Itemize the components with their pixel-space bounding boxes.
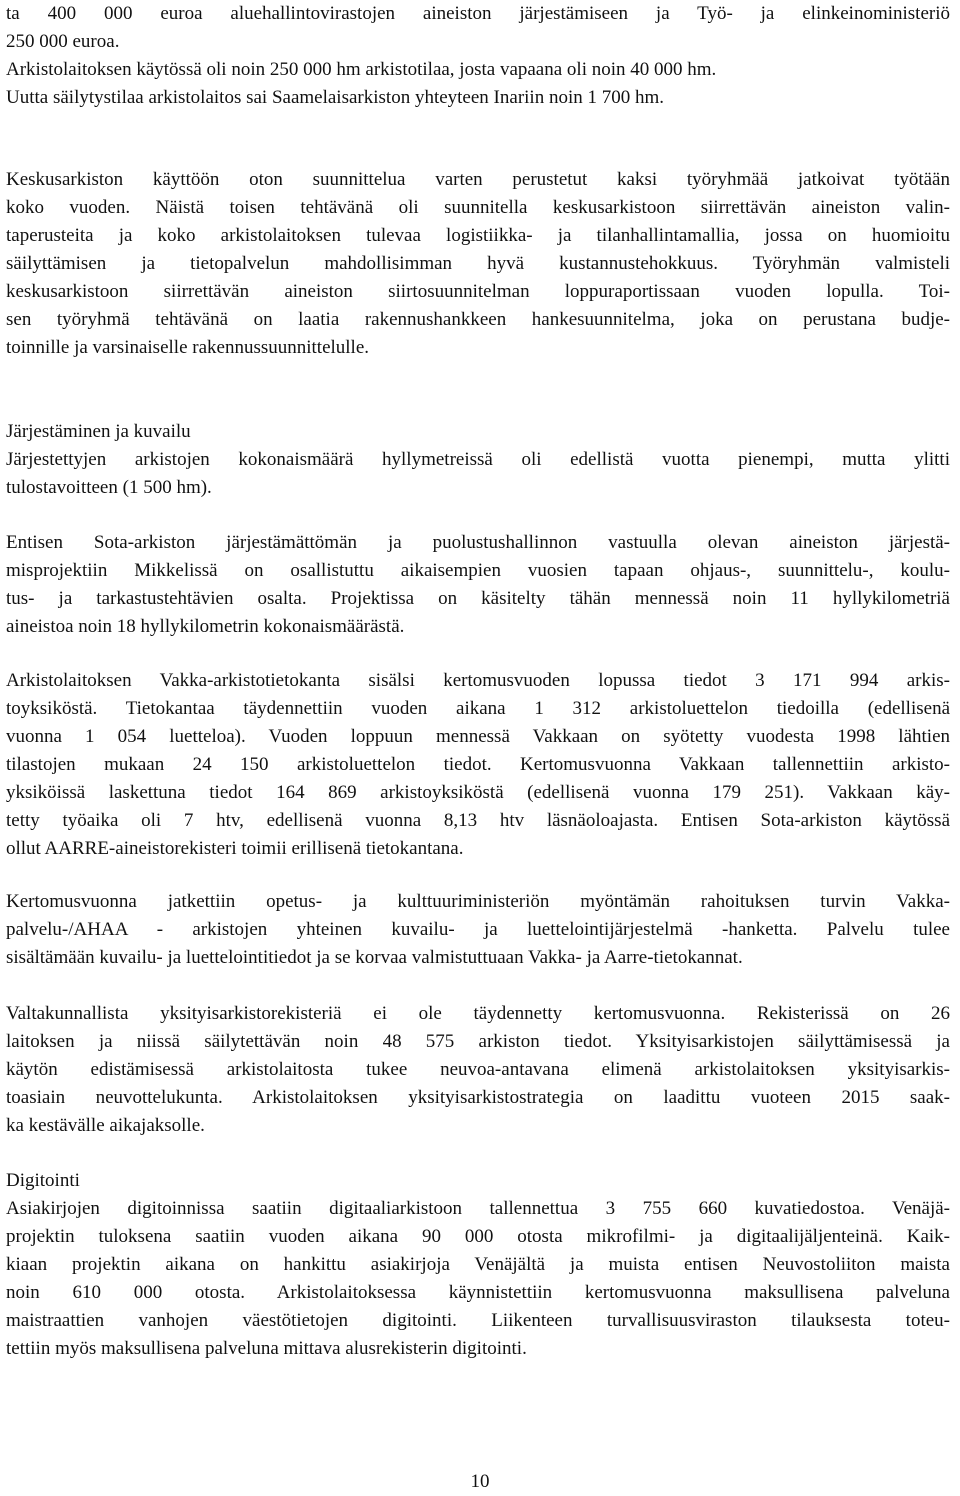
paragraph-central-archive (6, 166, 950, 362)
text-line: kiaan projektin aikana on hankittu asiakirjoja Venäjältä ja muista entisen Neuvostoliiton maista (6, 1254, 950, 1275)
text-line: koko vuoden. Näistä toisen tehtävänä oli suunnitella keskusarkistoon siirrettävän aineiston valin- (6, 197, 950, 218)
text-line: sisältämään kuvailu- ja luettelointitiedot ja se korvaa valmistuttuaan Vakka- ja Aarre-tietokannat. (6, 947, 743, 968)
text-line: Keskusarkiston käyttöön oton suunnittelua varten perustetut kaksi työryhmää jatkoivat työtään (6, 169, 950, 190)
text-line: tettiin myös maksullisena palveluna mittava alusrekisterin digitointi. (6, 1338, 527, 1359)
paragraph-funding (6, 0, 950, 56)
text-line: toyksiköstä. Tietokantaa täydennettiin vuoden aikana 1 312 arkistoluettelon tiedoilla (edellisenä (6, 698, 950, 719)
text-line: tilastojen mukaan 24 150 arkistoluettelon tiedot. Kertomusvuonna Vakkaan tallennettiin arkisto- (6, 754, 950, 775)
text-line: misprojektiin Mikkelissä on osallistuttu aikaisempien vuosien tapaan ohjaus-, suunnittelu-, koulu- (6, 560, 950, 581)
text-line: Arkistolaitoksen Vakka-arkistotietokanta sisälsi kertomusvuoden lopussa tiedot 3 171 994 arkis- (6, 670, 950, 691)
text-line: tulostavoitteen (1 500 hm). (6, 477, 212, 498)
paragraph-arranged-archives (6, 446, 950, 502)
text-line: projektin tuloksena saatiin vuoden aikana 90 000 otosta mikrofilmi- ja digitaalijäljenteinä. Kaik- (6, 1226, 950, 1247)
section-heading-digitization: Digitointi (6, 1170, 80, 1191)
paragraph-private-archives (6, 1000, 950, 1140)
text-line: ta 400 000 euroa aluehallintovirastojen aineiston järjestämiseen ja Työ- ja elinkeinoministeriö (6, 3, 950, 24)
paragraph-ahaa-project (6, 888, 950, 972)
text-line: toasiain neuvottelukunta. Arkistolaitoksen yksityisarkistostrategia on laadittu vuoteen 2015 saak- (6, 1087, 950, 1108)
text-line: Uutta säilytystilaa arkistolaitos sai Saamelaisarkiston yhteyteen Inariin noin 1 700 hm. (6, 87, 665, 108)
paragraph-war-archive (6, 529, 950, 641)
text-line: aineistoa noin 18 hyllykilometrin kokonaismäärästä. (6, 616, 405, 637)
text-line: tetty työaika oli 7 htv, edellisenä vuonna 8,13 htv läsnäoloajasta. Entisen Sota-arkiston käytössä (6, 810, 950, 831)
text-line: vuonna 1 054 luetteloa). Vuoden loppuun mennessä Vakkaan on syötetty vuodesta 1998 lähtien (6, 726, 950, 747)
text-line: Asiakirjojen digitoinnissa saatiin digitaaliarkistoon tallennettua 3 755 660 kuvatiedostoa. Venäjä- (6, 1198, 950, 1219)
text-line: laitoksen ja niissä säilytettävän noin 48 575 arkiston tiedot. Yksityisarkistojen säilyttämisessä ja (6, 1031, 950, 1052)
text-line: taperusteita ja koko arkistolaitoksen tulevaa logistiikka- ja tilanhallintamallia, jossa on huomioitu (6, 225, 950, 246)
text-line: käytön edistämisessä arkistolaitosta tukee neuvoa-antavana elimenä arkistolaitoksen yksityisarkis- (6, 1059, 950, 1080)
text-line: maistraattien vanhojen väestötietojen digitointi. Liikenteen turvallisuusviraston tilauksesta toteu- (6, 1310, 950, 1331)
text-line: 250 000 euroa. (6, 31, 120, 52)
text-line: säilyttämisen ja tietopalvelun mahdollisimman hyvä kustannustehokkuus. Työryhmän valmisteli (6, 253, 950, 274)
paragraph-storage (6, 56, 950, 112)
text-line: palvelu-/AHAA - arkistojen yhteinen kuvailu- ja luettelointijärjestelmä -hanketta. Palvelu tulee (6, 919, 950, 940)
page-number: 10 (470, 1471, 490, 1492)
text-line: ka kestävälle aikajaksolle. (6, 1115, 205, 1136)
section-heading-arrangement: Järjestäminen ja kuvailu (6, 421, 191, 442)
text-line: ollut AARRE-aineistorekisteri toimii erillisenä tietokantana. (6, 838, 464, 859)
text-line: Arkistolaitoksen käytössä oli noin 250 000 hm arkistotilaa, josta vapaana oli noin 40 000 hm. (6, 59, 717, 80)
text-line: Järjestettyjen arkistojen kokonaismäärä hyllymetreissä oli edellistä vuotta pienempi, mutta ylitti (6, 449, 950, 470)
text-line: yksiköissä laskettuna tiedot 164 869 arkistoyksiköstä (edellisenä vuonna 179 251). Vakkaan käy- (6, 782, 950, 803)
text-line: toinnille ja varsinaiselle rakennussuunnittelulle. (6, 337, 370, 358)
text-line: sen työryhmä tehtävänä on laatia rakennushankkeen hankesuunnitelma, joka on perustana budje- (6, 309, 950, 330)
text-line: keskusarkistoon siirrettävän aineiston siirtosuunnitelman loppuraportissaan vuoden lopulla. Toi- (6, 281, 950, 302)
text-line: noin 610 000 otosta. Arkistolaitoksessa käynnistettiin kertomusvuonna maksullisena palveluna (6, 1282, 950, 1303)
paragraph-digitization (6, 1195, 950, 1363)
text-line: Kertomusvuonna jatkettiin opetus- ja kulttuuriministeriön myöntämän rahoituksen turvin Vakka- (6, 891, 950, 912)
text-line: Valtakunnallista yksityisarkistorekisteriä ei ole täydennetty kertomusvuonna. Rekisterissä on 26 (6, 1003, 950, 1024)
text-line: tus- ja tarkastustehtävien osalta. Projektissa on käsitelty tähän mennessä noin 11 hyllykilometriä (6, 588, 950, 609)
text-line: Entisen Sota-arkiston järjestämättömän ja puolustushallinnon vastuulla olevan aineiston järjestä- (6, 532, 950, 553)
paragraph-vakka-database (6, 667, 950, 863)
